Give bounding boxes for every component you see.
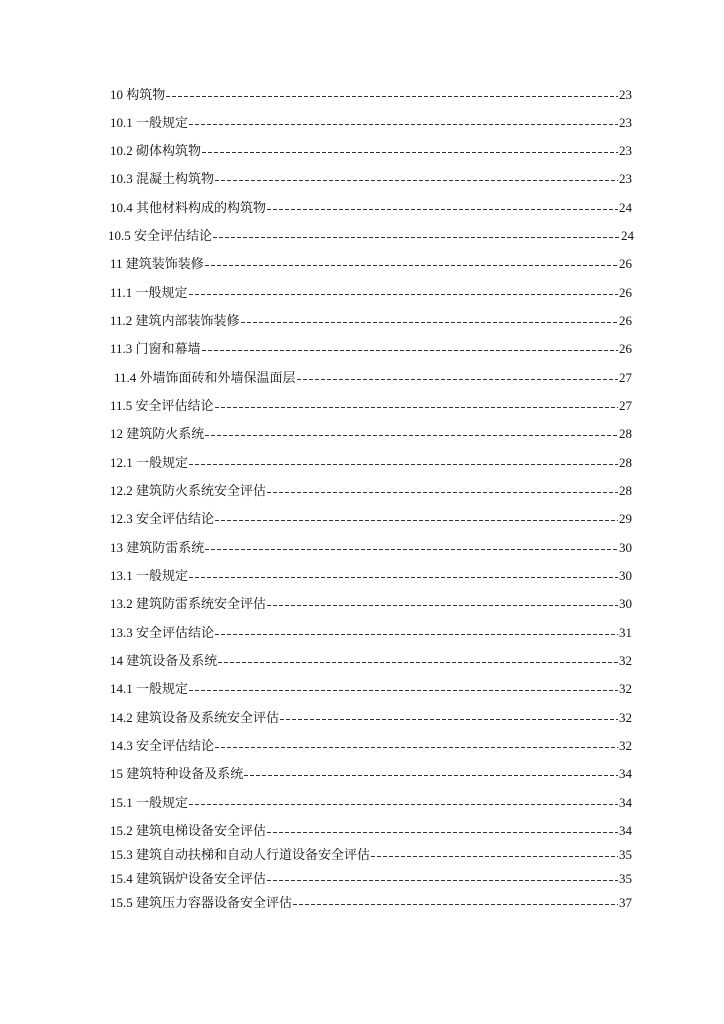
dot-leader bbox=[244, 775, 618, 776]
dot-leader bbox=[189, 294, 618, 295]
toc-entry[interactable] bbox=[110, 622, 632, 644]
toc-entry[interactable] bbox=[110, 168, 632, 190]
toc-entry[interactable] bbox=[110, 282, 632, 304]
toc-entry-title: 13.3 安全评估结论 bbox=[110, 625, 215, 640]
toc-entry-page: 27 bbox=[619, 398, 632, 413]
dot-leader bbox=[371, 856, 618, 857]
toc-entry-title: 15.1 一般规定 bbox=[110, 795, 189, 810]
dot-leader bbox=[280, 719, 618, 720]
toc-entry-page: 32 bbox=[619, 738, 632, 753]
toc-entry[interactable] bbox=[110, 593, 632, 615]
dot-leader bbox=[241, 322, 618, 323]
toc-entry-title: 12.3 安全评估结论 bbox=[110, 511, 215, 526]
toc-entry-page: 26 bbox=[619, 256, 632, 271]
toc-entry-page: 29 bbox=[619, 511, 632, 526]
toc-entry-title: 15.5 建筑压力容器设备安全评估 bbox=[110, 895, 293, 910]
dot-leader bbox=[166, 96, 618, 97]
dot-leader bbox=[293, 904, 618, 905]
toc-entry[interactable] bbox=[110, 140, 632, 162]
toc-entry-page: 32 bbox=[619, 681, 632, 696]
toc-entry-title: 11 建筑装饰装修 bbox=[110, 256, 204, 271]
toc-entry-page: 26 bbox=[619, 341, 632, 356]
toc-entry[interactable] bbox=[110, 112, 632, 134]
toc-entry[interactable] bbox=[110, 480, 632, 502]
toc-entry-title: 15.2 建筑电梯设备安全评估 bbox=[110, 823, 267, 838]
toc-entry-page: 26 bbox=[619, 313, 632, 328]
toc-entry-title: 11.5 安全评估结论 bbox=[110, 398, 214, 413]
toc-entry-page: 24 bbox=[621, 228, 634, 243]
dot-leader bbox=[267, 832, 618, 833]
toc-entry-title: 11.4 外墙饰面砖和外墙保温面层 bbox=[114, 370, 296, 385]
dot-leader bbox=[189, 804, 618, 805]
toc-entry-page: 23 bbox=[619, 115, 632, 130]
toc-entry-title: 14.1 一般规定 bbox=[110, 681, 189, 696]
toc-entry-page: 26 bbox=[619, 285, 632, 300]
toc-entry-page: 37 bbox=[619, 895, 632, 910]
toc-entry-title: 12.2 建筑防火系统安全评估 bbox=[110, 483, 267, 498]
toc-entry-page: 32 bbox=[619, 710, 632, 725]
toc-entry-page: 31 bbox=[619, 625, 632, 640]
dot-leader bbox=[205, 265, 618, 266]
toc-entry-page: 32 bbox=[619, 653, 632, 668]
dot-leader bbox=[213, 237, 620, 238]
toc-entry-page: 23 bbox=[619, 87, 632, 102]
toc-entry-title: 13.2 建筑防雷系统安全评估 bbox=[110, 596, 267, 611]
toc-entry[interactable] bbox=[110, 844, 632, 866]
toc-entry-page: 28 bbox=[619, 455, 632, 470]
toc-entry-page: 34 bbox=[619, 795, 632, 810]
dot-leader bbox=[205, 435, 618, 436]
toc-entry-title: 12 建筑防火系统 bbox=[110, 426, 205, 441]
toc-entry-title: 10.5 安全评估结论 bbox=[108, 228, 213, 243]
toc-entry[interactable] bbox=[110, 565, 632, 587]
toc-entry[interactable] bbox=[110, 868, 632, 890]
toc-entry[interactable] bbox=[110, 792, 632, 814]
toc-entry[interactable] bbox=[110, 197, 632, 219]
dot-leader bbox=[267, 880, 618, 881]
toc-entry[interactable] bbox=[110, 338, 632, 360]
dot-leader bbox=[189, 577, 618, 578]
dot-leader bbox=[267, 605, 618, 606]
toc-entry[interactable] bbox=[110, 735, 632, 757]
toc-entry[interactable] bbox=[110, 423, 632, 445]
dot-leader bbox=[189, 124, 618, 125]
toc-entry-title: 10.1 一般规定 bbox=[110, 115, 189, 130]
toc-entry-page: 34 bbox=[619, 766, 632, 781]
toc-entry-page: 23 bbox=[619, 171, 632, 186]
toc-entry-title: 15.3 建筑自动扶梯和自动人行道设备安全评估 bbox=[110, 847, 371, 862]
toc-entry-page: 30 bbox=[619, 540, 632, 555]
toc-entry[interactable] bbox=[114, 367, 632, 389]
dot-leader bbox=[205, 549, 618, 550]
toc-entry[interactable] bbox=[110, 707, 632, 729]
toc-entry-page: 34 bbox=[619, 823, 632, 838]
dot-leader bbox=[267, 209, 618, 210]
toc-entry-page: 30 bbox=[619, 596, 632, 611]
toc-entry[interactable] bbox=[110, 650, 632, 672]
toc-entry-title: 15.4 建筑锅炉设备安全评估 bbox=[110, 871, 267, 886]
toc-entry[interactable] bbox=[110, 508, 632, 530]
dot-leader bbox=[215, 180, 618, 181]
toc-entry[interactable] bbox=[110, 892, 632, 914]
toc-entry-title: 10.2 砌体构筑物 bbox=[110, 143, 202, 158]
toc-entry-title: 10 构筑物 bbox=[110, 87, 166, 102]
dot-leader bbox=[215, 407, 618, 408]
dot-leader bbox=[189, 464, 618, 465]
toc-entry[interactable] bbox=[110, 253, 632, 275]
toc-entry[interactable] bbox=[110, 452, 632, 474]
toc-entry[interactable] bbox=[110, 395, 632, 417]
toc-entry-title: 12.1 一般规定 bbox=[110, 455, 189, 470]
dot-leader bbox=[189, 690, 618, 691]
toc-entry-title: 10.3 混凝土构筑物 bbox=[110, 171, 215, 186]
toc-entry-title: 11.3 门窗和幕墙 bbox=[110, 341, 201, 356]
toc-entry-page: 35 bbox=[619, 847, 632, 862]
dot-leader bbox=[215, 520, 618, 521]
toc-entry[interactable] bbox=[108, 225, 634, 247]
dot-leader bbox=[215, 634, 618, 635]
toc-entry[interactable] bbox=[110, 537, 632, 559]
toc-entry-title: 15 建筑特种设备及系统 bbox=[110, 766, 244, 781]
toc-entry-page: 23 bbox=[619, 143, 632, 158]
dot-leader bbox=[218, 662, 618, 663]
dot-leader bbox=[202, 350, 618, 351]
toc-entry-title: 14.3 安全评估结论 bbox=[110, 738, 215, 753]
dot-leader bbox=[297, 379, 618, 380]
toc-entry-page: 28 bbox=[619, 426, 632, 441]
toc-entry-title: 14.2 建筑设备及系统安全评估 bbox=[110, 710, 280, 725]
toc-entry-title: 14 建筑设备及系统 bbox=[110, 653, 218, 668]
toc-entry[interactable] bbox=[110, 820, 632, 842]
dot-leader bbox=[215, 747, 618, 748]
toc-entry-page: 30 bbox=[619, 568, 632, 583]
toc-entry-page: 24 bbox=[619, 200, 632, 215]
toc-entry-title: 11.1 一般规定 bbox=[110, 285, 188, 300]
toc-entry[interactable] bbox=[110, 678, 632, 700]
toc-entry-title: 13 建筑防雷系统 bbox=[110, 540, 205, 555]
toc-entry-page: 35 bbox=[619, 871, 632, 886]
toc-entry[interactable] bbox=[110, 84, 632, 106]
toc-entry-title: 10.4 其他材料构成的构筑物 bbox=[110, 200, 267, 215]
toc-entry-page: 27 bbox=[619, 370, 632, 385]
toc-entry[interactable] bbox=[110, 310, 632, 332]
toc-entry-page: 28 bbox=[619, 483, 632, 498]
toc-entry[interactable] bbox=[110, 763, 632, 785]
toc-entry-title: 11.2 建筑内部装饰装修 bbox=[110, 313, 240, 328]
toc-entry-title: 13.1 一般规定 bbox=[110, 568, 189, 583]
dot-leader bbox=[202, 152, 618, 153]
dot-leader bbox=[267, 492, 618, 493]
